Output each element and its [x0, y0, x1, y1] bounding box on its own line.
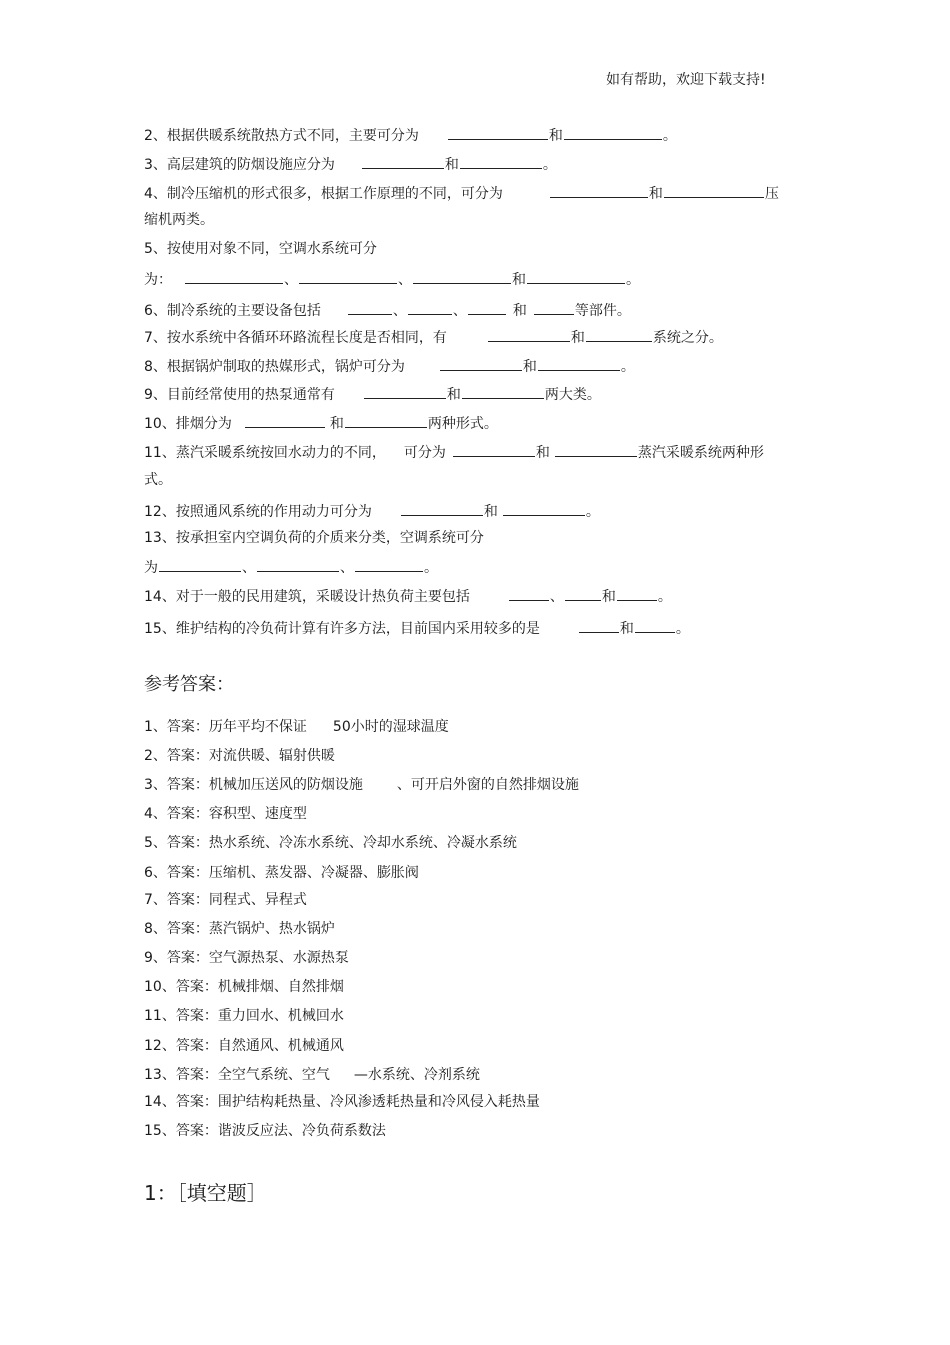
question-text: 为：: [144, 272, 172, 288]
question-13: 13、按承担室内空调负荷的介质来分类，空调系统可分: [144, 530, 484, 546]
answer-text: 蒸汽锅炉、热水锅炉: [208, 921, 335, 937]
answer-text: 机械加压送风的防烟设施: [208, 777, 363, 793]
answer-blank[interactable]: [503, 500, 585, 516]
answer-blank[interactable]: [401, 500, 483, 516]
question-text: 。: [585, 504, 600, 520]
answer-1: [144, 717, 449, 737]
answer-7: [144, 890, 307, 910]
answer-blank[interactable]: [299, 268, 397, 284]
answer-text-extra: 、可开启外窗的自然排烟设施: [396, 777, 579, 793]
answer-blank[interactable]: [462, 383, 544, 399]
question-text: 9、目前经常使用的热泵通常有: [144, 387, 335, 403]
question-text: 15、维护结构的冷负荷计算有许多方法，目前国内采用较多的是: [144, 621, 540, 637]
answer-6: [144, 863, 419, 883]
question-text: 10、排烟分为: [144, 416, 232, 432]
answer-blank[interactable]: [579, 617, 619, 633]
answer-label: 8、答案：: [144, 921, 209, 937]
answer-4: [144, 804, 307, 824]
question-3: [144, 153, 557, 175]
question-text: 12、按照通风系统的作用动力可分为: [144, 504, 372, 520]
question-text: 和: [444, 157, 459, 173]
answer-13: [144, 1065, 480, 1085]
answer-label: 7、答案：: [144, 892, 209, 908]
answer-blank[interactable]: [257, 556, 339, 572]
question-5: 5、按使用对象不同，空调水系统可分: [144, 241, 377, 257]
question-text: 、: [392, 303, 407, 319]
answer-text: 机械排烟、自然排烟: [217, 979, 344, 995]
answer-blank[interactable]: [185, 268, 283, 284]
question-text: 等部件。: [574, 303, 631, 319]
answer-label: 12、答案：: [144, 1038, 218, 1054]
answer-blank[interactable]: [413, 268, 511, 284]
question-4-continued: 缩机两类。: [144, 212, 214, 228]
question-text: 蒸汽采暖系统两种形: [637, 445, 764, 461]
question-4: [144, 182, 779, 204]
question-text: 、: [284, 272, 298, 288]
answer-text: 空气源热泵、水源热泵: [208, 950, 349, 966]
question-text: 。: [542, 157, 557, 173]
question-2: [144, 124, 677, 146]
answer-text: 自然通风、机械通风: [217, 1038, 344, 1054]
answer-text-extra: 50小时的湿球温度: [332, 719, 449, 735]
question-text: 和: [535, 445, 550, 461]
answer-blank[interactable]: [586, 326, 652, 342]
question-7: [144, 326, 723, 348]
answer-11: [144, 1006, 344, 1026]
question-text: 和: [522, 359, 537, 375]
question-text: 7、按水系统中各循环环路流程长度是否相同，有: [144, 330, 447, 346]
answer-blank[interactable]: [440, 355, 522, 371]
answer-blank[interactable]: [565, 585, 601, 601]
question-text: 。: [620, 359, 635, 375]
question-text: 系统之分。: [652, 330, 723, 346]
question-text: 和: [329, 416, 344, 432]
question-text: 14、对于一般的民用建筑，采暖设计热负荷主要包括: [144, 589, 470, 605]
answer-blank[interactable]: [355, 556, 423, 572]
question-11: [144, 441, 764, 463]
answer-label: 3、答案：: [144, 777, 209, 793]
answer-blank[interactable]: [448, 124, 548, 140]
question-text: 、: [242, 560, 256, 576]
answer-blank[interactable]: [564, 124, 662, 140]
question-10: [144, 412, 498, 434]
answer-blank[interactable]: [527, 268, 625, 284]
question-text: 和: [648, 186, 663, 202]
answer-14: [144, 1092, 540, 1112]
question-13-blanks: [144, 556, 438, 578]
question-text: 4、制冷压缩机的形式很多，根据工作原理的不同，可分为: [144, 186, 503, 202]
answer-blank[interactable]: [617, 585, 657, 601]
answer-text: 历年平均不保证: [208, 719, 307, 735]
answer-text: 压缩机、蒸发器、冷凝器、膨胀阀: [208, 865, 419, 881]
answer-9: [144, 948, 349, 968]
question-text: 和: [570, 330, 585, 346]
question-text: 。: [662, 128, 677, 144]
answer-5: [144, 833, 517, 853]
answer-label: 11、答案：: [144, 1008, 218, 1024]
question-text: 11、蒸汽采暖系统按回水动力的不同，: [144, 445, 386, 461]
question-9: [144, 383, 601, 405]
answer-blank[interactable]: [345, 412, 427, 428]
answer-label: 14、答案：: [144, 1094, 218, 1110]
answer-label: 15、答案：: [144, 1123, 218, 1139]
question-text: 2、根据供暖系统散热方式不同，主要可分为: [144, 128, 419, 144]
question-15: [144, 617, 690, 639]
answer-text: 重力回水、机械回水: [217, 1008, 344, 1024]
question-text: 可分为: [403, 445, 446, 461]
answer-blank[interactable]: [408, 299, 452, 315]
answer-blank[interactable]: [534, 299, 574, 315]
question-text: 、: [340, 560, 354, 576]
answer-3: [144, 775, 579, 795]
answer-blank[interactable]: [453, 441, 535, 457]
question-text: 8、根据锅炉制取的热媒形式，锅炉可分为: [144, 359, 405, 375]
question-text: 。: [626, 272, 640, 288]
answer-blank[interactable]: [555, 441, 637, 457]
question-text: 、: [549, 589, 564, 605]
answer-label: 4、答案：: [144, 806, 209, 822]
question-text: 两大类。: [544, 387, 601, 403]
question-6: [144, 299, 631, 321]
question-text: 两种形式。: [427, 416, 498, 432]
question-text: 和: [512, 272, 526, 288]
answer-blank[interactable]: [488, 326, 570, 342]
question-text: 和: [483, 504, 498, 520]
header-note: 如有帮助，欢迎下载支持!: [606, 72, 766, 88]
answer-blank[interactable]: [159, 556, 241, 572]
answer-text: 对流供暖、辐射供暖: [208, 748, 335, 764]
question-text: 。: [424, 560, 438, 576]
question-14: [144, 585, 672, 607]
answer-8: [144, 919, 335, 939]
answer-label: 9、答案：: [144, 950, 209, 966]
answer-label: 2、答案：: [144, 748, 209, 764]
answer-15: [144, 1121, 386, 1141]
answer-text-extra: —水系统、冷剂系统: [353, 1067, 480, 1083]
answer-blank[interactable]: [245, 412, 325, 428]
answer-blank[interactable]: [509, 585, 549, 601]
answer-label: 1、答案：: [144, 719, 209, 735]
question-text: 、: [452, 303, 467, 319]
question-8: [144, 355, 635, 377]
answer-2: [144, 746, 335, 766]
section-heading: 1：［填空题］: [144, 1181, 267, 1205]
answer-label: 10、答案：: [144, 979, 218, 995]
answer-blank[interactable]: [348, 299, 392, 315]
question-11-continued: 式。: [144, 472, 172, 488]
answer-text: 谐波反应法、冷负荷系数法: [217, 1123, 386, 1139]
question-text: 和: [512, 303, 527, 319]
answer-label: 5、答案：: [144, 835, 209, 851]
answer-blank[interactable]: [550, 182, 648, 198]
answer-blank[interactable]: [364, 383, 446, 399]
answer-blank[interactable]: [460, 153, 542, 169]
question-text: 和: [446, 387, 461, 403]
answer-text: 同程式、异程式: [208, 892, 307, 908]
answer-blank[interactable]: [635, 617, 675, 633]
question-text: 和: [548, 128, 563, 144]
answer-12: [144, 1036, 344, 1056]
question-text: 为: [144, 560, 158, 576]
question-text: 。: [675, 621, 690, 637]
answer-label: 13、答案：: [144, 1067, 218, 1083]
answer-text: 全空气系统、空气: [217, 1067, 330, 1083]
question-text: 、: [398, 272, 412, 288]
question-text: 3、高层建筑的防烟设施应分为: [144, 157, 335, 173]
question-text: 和: [601, 589, 616, 605]
answer-text: 围护结构耗热量、冷风渗透耗热量和冷风侵入耗热量: [217, 1094, 540, 1110]
answer-blank[interactable]: [468, 299, 506, 315]
question-12: [144, 500, 600, 522]
answer-blank[interactable]: [362, 153, 444, 169]
question-text: 压: [764, 186, 779, 202]
answers-title: 参考答案：: [144, 674, 234, 695]
question-text: 。: [657, 589, 672, 605]
answer-blank[interactable]: [538, 355, 620, 371]
answer-text: 容积型、速度型: [208, 806, 307, 822]
question-text: 6、制冷系统的主要设备包括: [144, 303, 321, 319]
answer-blank[interactable]: [664, 182, 764, 198]
answer-text: 热水系统、冷冻水系统、冷却水系统、冷凝水系统: [208, 835, 517, 851]
question-text: 和: [619, 621, 634, 637]
answer-10: [144, 977, 344, 997]
answer-label: 6、答案：: [144, 865, 209, 881]
question-5-blanks: [144, 268, 640, 290]
